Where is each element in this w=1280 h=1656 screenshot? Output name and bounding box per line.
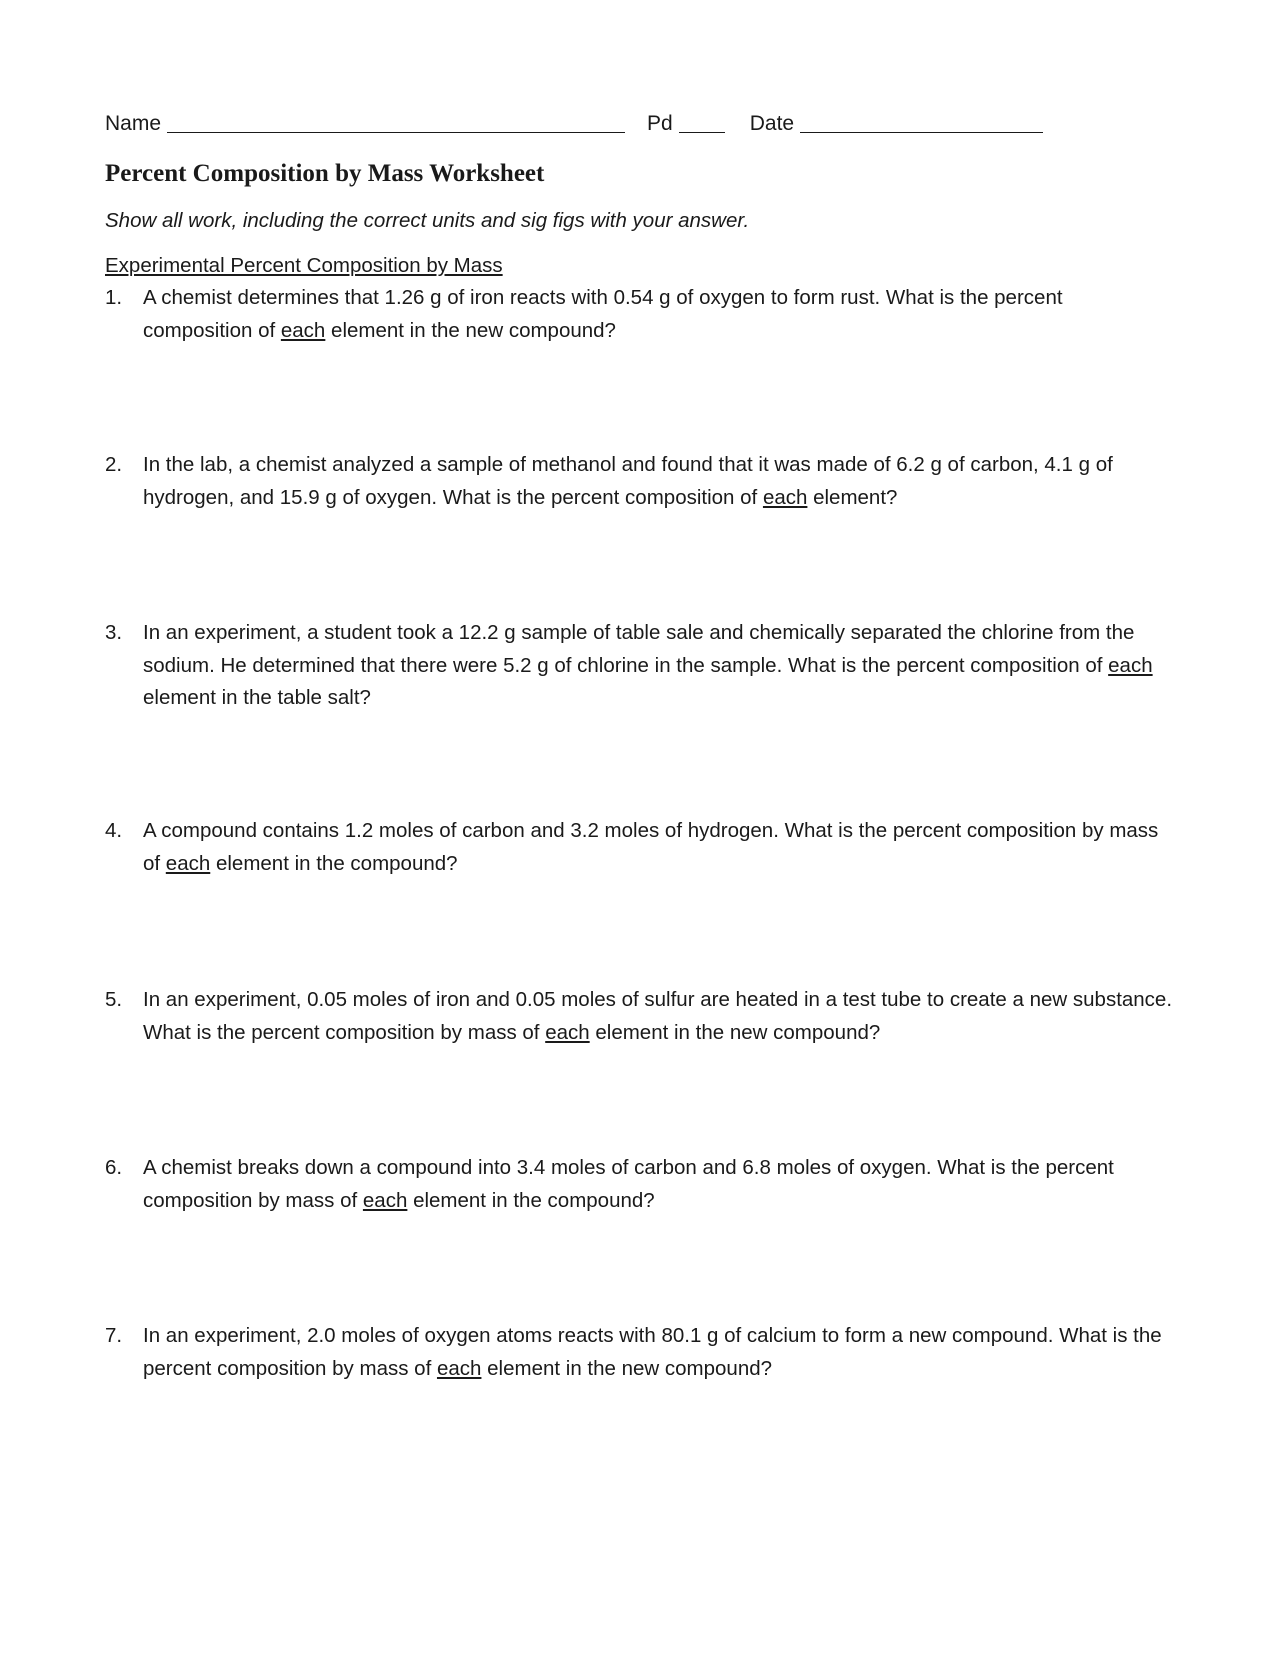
question-text: In the lab, a chemist analyzed a sample of methanol and found that it was made of 6.2 g of carbon, 4.1 g of hydrogen, and 15.9 g of oxygen. What is the percent composition of each element? [143,453,1113,509]
section-heading: Experimental Percent Composition by Mass [105,254,503,277]
question-text: A chemist determines that 1.26 g of iron reacts with 0.54 g of oxygen to form rust. What is the percent composition of each element in the new compound? [143,286,1063,342]
emphasis-each: each [545,1020,590,1044]
question-1 [105,282,1175,347]
question-text: In an experiment, 0.05 moles of iron and 0.05 moles of sulfur are heated in a test tube to create a new substance. What is the percent composition by mass of each element in the new compound? [143,988,1173,1044]
question-6 [105,1152,1175,1217]
question-number: 6. [105,1156,123,1179]
question-5 [105,984,1175,1049]
instructions: Show all work, including the correct units and sig figs with your answer. [105,209,750,232]
question-text: A compound contains 1.2 moles of carbon and 3.2 moles of hydrogen. What is the percent composition by mass of each element in the compound? [143,819,1159,875]
emphasis-each: each [436,1356,482,1380]
date-label: Date [749,112,795,135]
name-blank-line[interactable] [167,112,625,133]
pd-label: Pd [647,112,673,135]
name-label: Name [105,112,162,135]
emphasis-each: each [762,485,808,509]
date-blank-line[interactable] [800,112,1043,133]
emphasis-each: each [165,851,211,875]
question-number: 2. [105,453,123,476]
student-info-row [105,106,1175,136]
question-3 [105,617,1175,715]
question-2 [105,449,1175,514]
question-text: A chemist breaks down a compound into 3.4 moles of carbon and 6.8 moles of oxygen. What is the percent composition by mass of each element in the compound? [143,1156,1114,1212]
pd-blank-line[interactable] [679,112,725,133]
emphasis-each: each [362,1188,408,1212]
emphasis-each: each [280,318,326,342]
question-number: 5. [105,988,123,1011]
question-number: 7. [105,1324,123,1347]
question-number: 4. [105,819,123,842]
question-number: 1. [105,286,123,309]
question-text: In an experiment, a student took a 12.2 g sample of table sale and chemically separated the chlorine from the sodium. He determined that there were 5.2 g of chlorine in the sample. What is the percent composition of each element in the table salt? [143,621,1153,709]
emphasis-each: each [1108,653,1153,677]
question-7 [105,1320,1175,1385]
worksheet-title: Percent Composition by Mass Worksheet [105,160,545,187]
question-4 [105,815,1175,880]
worksheet-page [105,0,1175,1656]
question-number: 3. [105,621,123,644]
question-text: In an experiment, 2.0 moles of oxygen atoms reacts with 80.1 g of calcium to form a new compound. What is the percent composition by mass of each element in the new compound? [143,1324,1162,1380]
